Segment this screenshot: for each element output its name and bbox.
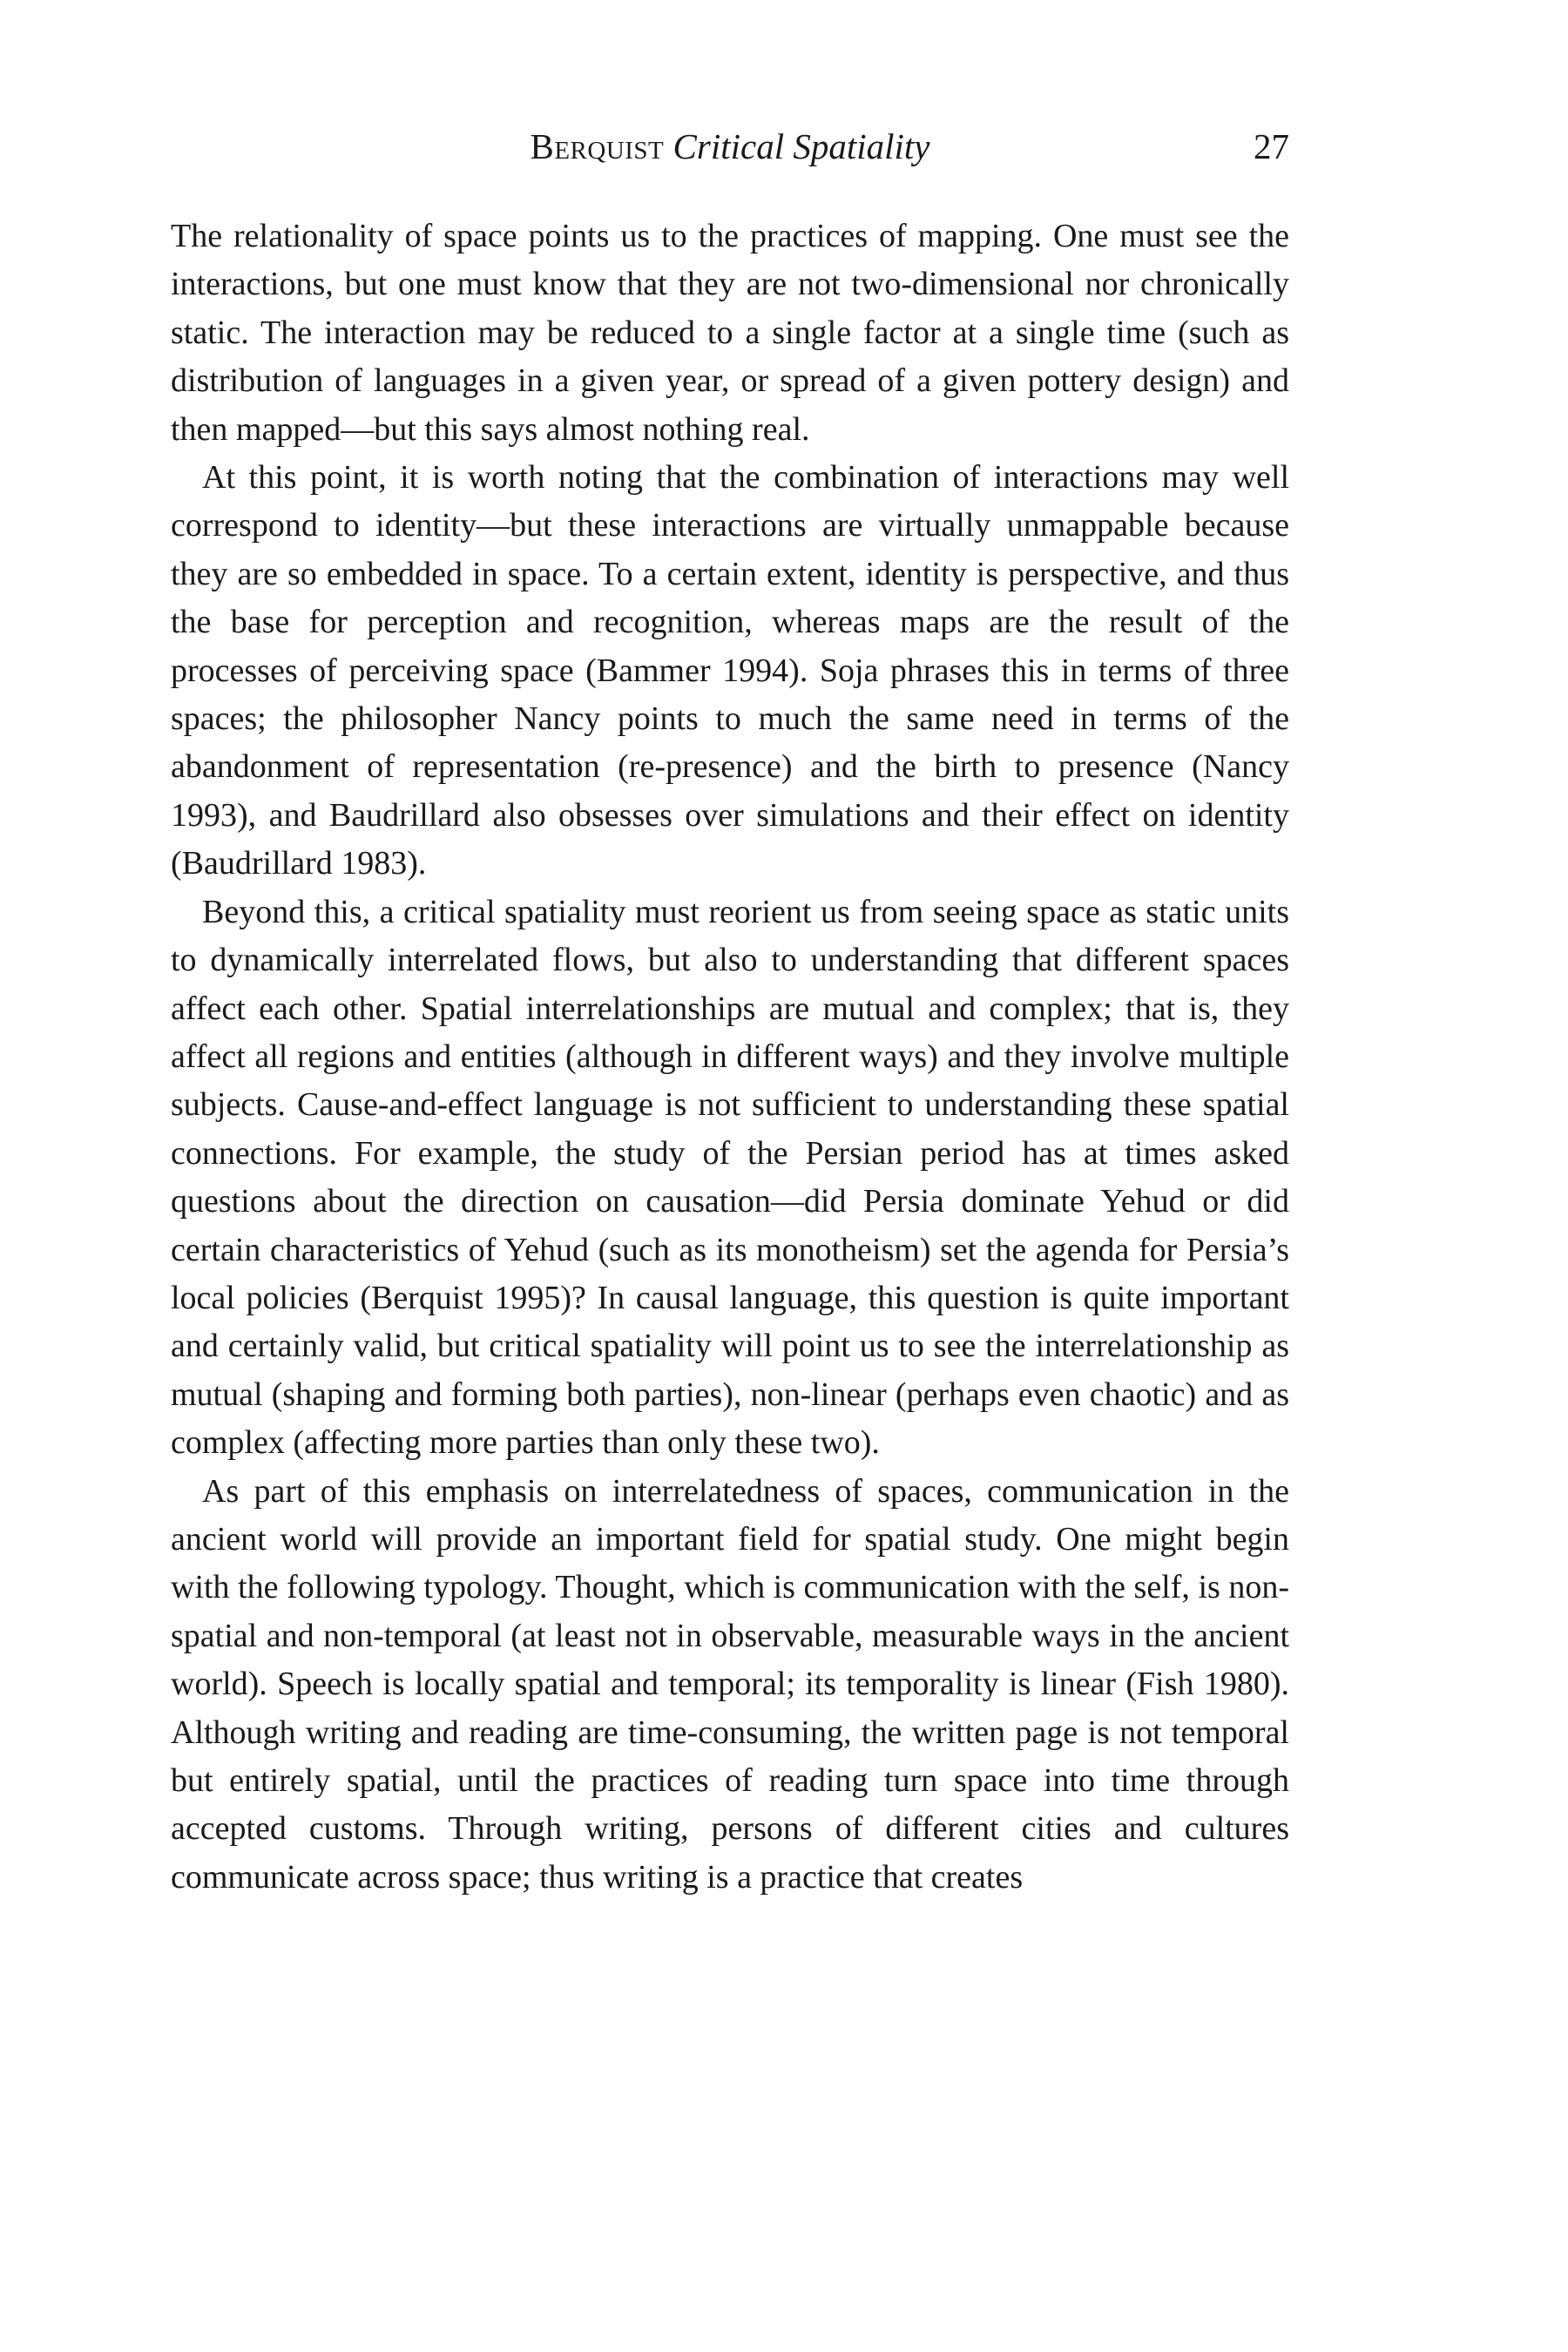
chapter-title: Critical Spatiality — [672, 126, 930, 166]
page-number: 27 — [1254, 126, 1289, 166]
running-header — [171, 120, 1289, 172]
body-text — [171, 213, 1289, 2216]
paragraph-1: The relationality of space points us to the practices of mapping. One must see the interactions, but one must know that they are not two-dimensional nor chronically static. The interaction may be reduced to a single factor at a single time (such as distribution of languages in a given year, or spread of a given pottery design) and then mapped—but this says almost nothing real. — [171, 218, 1289, 448]
paragraph-4: As part of this emphasis on interrelatedness of spaces, communication in the ancient world will provide an important field for spatial study. One might begin with the following typology. Thought, which is communication with the self, is non-spatial and non-temporal (at least not in observable, measurable ways in the ancient world). Speech is locally spatial and temporal; its temporality is linear (Fish 1980). Although writing and reading are time-consuming, the written page is not temporal but entirely spatial, until the practices of reading turn space into time through accepted customs. Through writing, persons of different cities and cultures communicate across space; thus writing is a practice that creates — [171, 1472, 1289, 1896]
paragraph-3: Beyond this, a critical spatiality must reorient us from seeing space as static units to dynamically interrelated flows, but also to understanding that different spaces affect each other. Spatial interrelationships are mutual and complex; that is, they affect all regions and entities (although in different ways) and they involve multiple subjects. Cause-and-effect language is not sufficient to understanding these spatial connections. For example, the study of the Persian period has at times asked questions about the direction on causation—did Persia dominate Yehud or did certain characteristics of Yehud (such as its monotheism) set the agenda for Persia’s local policies (Berquist 1995)? In causal language, this question is quite important and certainly valid, but critical spatiality will point us to see the interrelationship as mutual (shaping and forming both parties), non-linear (perhaps even chaotic) and as complex (affecting more parties than only these two). — [171, 893, 1289, 1462]
running-title — [171, 120, 1289, 172]
author-name: Berquist — [530, 126, 665, 166]
paragraph-2: At this point, it is worth noting that the combination of interactions may well correspond to identity—but these interactions are virtually unmappable because they are so embedded in space. To a certain extent, identity is perspective, and thus the base for perception and recognition, whereas maps are the result of the processes of perceiving space (Bammer 1994). Soja phrases this in terms of three spaces; the philosopher Nancy points to much the same need in terms of the abandonment of representation (re-presence) and the birth to presence (Nancy 1993), and Baudrillard also obsesses over simulations and their effect on identity (Baudrillard 1983). — [171, 459, 1289, 882]
